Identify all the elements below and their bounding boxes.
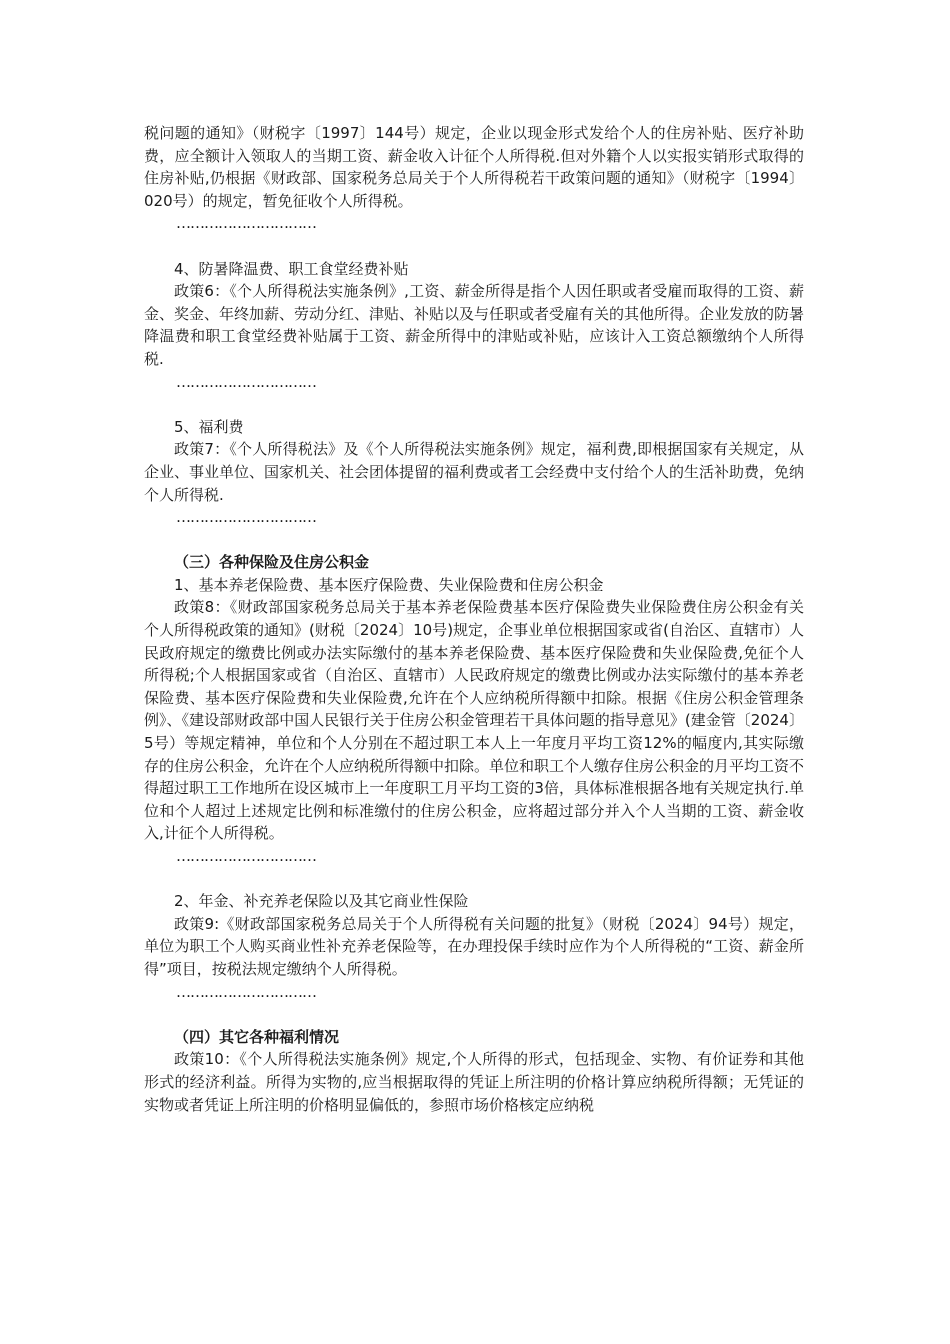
ellipsis-separator: ………………………… bbox=[176, 982, 316, 1001]
paragraph-policy-8: 政策8：《财政部国家税务总局关于基本养老保险费基本医疗保险费失业保险费住房公积金有关个人所得税政策的通知》(财税〔2024〕10号)规定，企事业单位根据国家或省(自治区、直辖市）人民政府规定的缴费比例或办法实际缴付的基本养老保险费、基本医疗保险费和失业保险费,免征个人所得税;个人根据国家或省（自治区、直辖市）人民政府规定的缴费比例或办法实际缴付的基本养老保险费、基本医疗保险费和失业保险费,允许在个人应纳税所得额中扣除。根据《住房公积金管理条例》、《建设部财政部中国人民银行关于住房公积金管理若干具体问题的指导意见》(建金管〔2024〕5号）等规定精神，单位和个人分别在不超过职工本人上一年度月平均工资12%的幅度内,其实际缴存的住房公积金，允许在个人应纳税所得额中扣除。单位和职工个人缴存住房公积金的月平均工资不得超过职工工作地所在设区城市上一年度职工月平均工资的3倍，具体标准根据各地有关规定执行.单位和个人超过上述规定比例和标准缴付的住房公积金，应将超过部分并入个人当期的工资、薪金收入,计征个人所得税。 bbox=[144, 598, 805, 843]
ellipsis-separator: ………………………… bbox=[176, 372, 316, 391]
paragraph-policy-7: 政策7：《个人所得税法》及《个人所得税法实施条例》规定，福利费,即根据国家有关规定，从企业、事业单位、国家机关、社会团体提留的福利费或者工会经费中支付给个人的生活补助费，免纳个人所得税. bbox=[144, 440, 805, 504]
heading-heatstroke-canteen-subsidy: 4、防暑降温费、职工食堂经费补贴 bbox=[174, 259, 409, 278]
heading-welfare-fee: 5、福利费 bbox=[174, 417, 244, 436]
ellipsis-separator: ………………………… bbox=[176, 847, 316, 865]
paragraph-housing-subsidy: 税问题的通知》（财税字〔1997〕144号）规定，企业以现金形式发给个人的住房补贴、医疗补助费，应全额计入领取人的当期工资、薪金收入计征个人所得税.但对外籍个人以实报实销形式取得的住房补贴,仍根据《财政部、国家税务总局关于个人所得税若干政策问题的通知》（财税字〔1994〕020号）的规定，暂免征收个人所得税。 bbox=[144, 124, 804, 210]
section-heading-other-welfare: （四）其它各种福利情况 bbox=[174, 1027, 340, 1046]
document-page bbox=[144, 122, 804, 1116]
ellipsis-separator: ………………………… bbox=[176, 214, 316, 233]
heading-basic-insurance: 1、基本养老保险费、基本医疗保险费、失业保险费和住房公积金 bbox=[174, 575, 604, 594]
paragraph-policy-9: 政策9:《财政部国家税务总局关于个人所得税有关问题的批复》（财税〔2024〕94号）规定，单位为职工个人购买商业性补充养老保险等，在办理投保手续时应作为个人所得税的“工资、薪金所得”项目，按税法规定缴纳个人所得税。 bbox=[144, 914, 804, 978]
section-heading-insurance: （三）各种保险及住房公积金 bbox=[174, 553, 370, 572]
ellipsis-separator: ………………………… bbox=[176, 508, 316, 527]
heading-annuity-insurance: 2、年金、补充养老保险以及其它商业性保险 bbox=[174, 892, 469, 911]
paragraph-policy-6: 政策6：《个人所得税法实施条例》,工资、薪金所得是指个人因任职或者受雇而取得的工资、薪金、奖金、年终加薪、劳动分红、津贴、补贴以及与任职或者受雇有关的其他所得。企业发放的防暑降温费和职工食堂经费补贴属于工资、薪金所得中的津贴或补贴，应该计入工资总额缴纳个人所得税. bbox=[144, 282, 805, 368]
paragraph-policy-10: 政策10：《个人所得税法实施条例》规定,个人所得的形式，包括现金、实物、有价证券和其他形式的经济利益。所得为实物的,应当根据取得的凭证上所注明的价格计算应纳税所得额；无凭证的实物或者凭证上所注明的价格明显偏低的，参照市场价格核定应纳税 bbox=[144, 1050, 804, 1114]
